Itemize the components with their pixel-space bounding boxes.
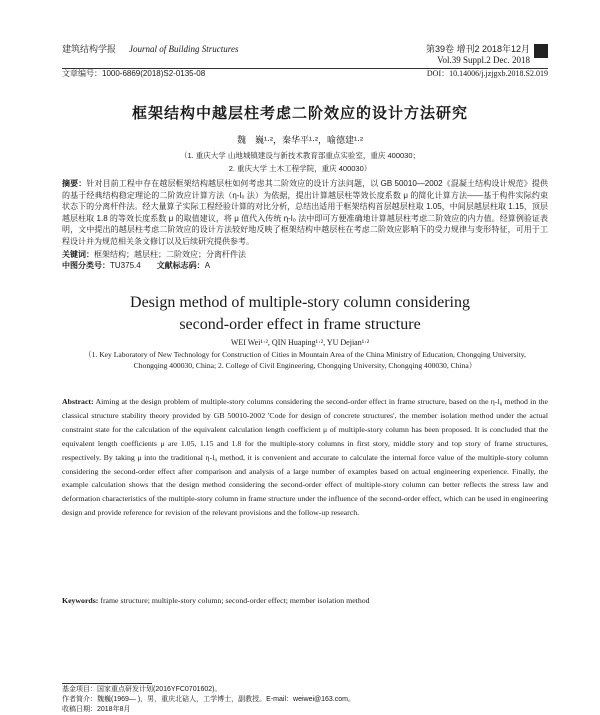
- title-en-line-2: second-order effect in frame structure: [179, 316, 421, 333]
- journal-logo-mark: [534, 44, 548, 58]
- journal-name-cn: 建筑结构学报: [62, 44, 117, 54]
- abstract-en: [62, 395, 548, 520]
- issue-info-cn: 第39卷 增刊2 2018年12月: [425, 44, 530, 54]
- doc-code-label: 文献标志码：: [156, 261, 205, 270]
- doi: DOI：10.14006/j.jzjgxb.2018.S2.019: [426, 69, 548, 78]
- keywords-en-text: frame structure; multiple-story column; second-order effect; member isolation method: [100, 596, 370, 605]
- footnote-rule: [62, 683, 152, 684]
- class-label: 中图分类号：: [62, 261, 110, 270]
- paper-title-cn: 框架结构中越层柱考虑二阶效应的设计方法研究: [131, 105, 468, 122]
- journal-name-en: Journal of Building Structures: [129, 44, 239, 54]
- abstract-en-label: Abstract:: [62, 397, 94, 406]
- affiliation-cn-2: 2. 重庆大学 土木工程学院，重庆 400030）: [228, 164, 372, 173]
- article-number: 文章编号：1000-6869(2018)S2-0135-08: [62, 69, 206, 78]
- title-en-line-1: Design method of multiple-story column considering: [130, 294, 470, 311]
- keywords-en: [62, 595, 548, 606]
- journal-header-right: [426, 44, 530, 66]
- keywords-cn-text: 框架结构；越层柱；二阶效应；分离杆件法: [94, 250, 246, 259]
- footnote-funding: 基金项目：国家重点研发计划(2016YFC0701602)。: [62, 686, 222, 693]
- authors-cn: 魏 巍¹·²，秦华平¹·²，喻德建¹·²: [237, 135, 363, 145]
- affiliation-cn-1: （1. 重庆大学 山地城镇建设与新技术教育部重点实验室，重庆 400030；: [179, 151, 421, 160]
- keywords-en-label: Keywords:: [62, 596, 99, 605]
- doc-code-value: A: [204, 261, 211, 270]
- class-value: TU375.4: [110, 261, 141, 270]
- abstract-cn: [62, 178, 548, 248]
- classification: [62, 260, 548, 271]
- footnote-author-bio: 作者简介：魏巍(1969— )，男，重庆北碚人，工学博士，副教授。E-mail：weiwei@163.com。: [62, 696, 355, 703]
- abstract-en-text: Aiming at the design problem of multiple-story columns considering the second-order effect in frame structure, based on the η-l₀ method in the classical structure stability theory provided by GB 50010-2002 'Code for design of concrete structures', the member isolation method under the actual constraint state for the calculation of the equivalent calculation length coefficient μ of multiple-story column has been proposed. It is concluded that the equivalent length coefficients μ are 1.05, 1.15 and 1.8 for the multiple-story columns in first story, middle story and top story of frame structures, respectively. By taking μ into the traditional η-l₀ method, it is convenient and accurate to calculate the internal force value of the multiple-story column considering the second-order effect after comparison and analysis of a large number of examples based on actual engineering experience. Finally, the example calculation shows that the design method considering the second-order effect of multiple-story column can better reflects the stress law and deformation characteristics of the multiple-story column in frame structure under the influence of the second-order effect, which can be used in engineering design and provide reference for revision of the relevant provisions and the follow-up research.: [62, 397, 548, 518]
- affiliation-en: （1. Key Laboratory of New Technology for Construction of Cities in Mountain Area of the China Ministry of Education, Chongqing University, Chongqing 400030, China; 2. College of Civil Engineering, Chongqing University, Chongqing 400030, China）: [84, 350, 526, 370]
- journal-header-left: [62, 44, 238, 55]
- abstract-cn-label: 摘要：: [62, 179, 87, 188]
- issue-info-en: Vol.39 Suppl.2 Dec. 2018: [437, 55, 530, 65]
- footnote-received-date: 收稿日期：2018年8月: [62, 706, 131, 713]
- keywords-cn-label: 关键词：: [62, 250, 94, 259]
- keywords-cn: [62, 249, 548, 260]
- abstract-cn-text: 针对目前工程中存在越层框架结构越层柱如何考虑其二阶效应的设计方法问题，以 GB 50010—2002《混凝土结构设计规范》提供的基于经典结构稳定理论的二阶效应计算方法（η-l₀ 法）为依据，提出计算越层柱等效长度系数 μ 的简化计算方法——基于构件实际约束状态下的分离杆件法。经大量算子实际工程经验计算的对比分析，总结出适用于框架结构首层越层柱取 1.05，中间层越层柱取 1.15，顶层越层柱取 1.8 的等效长度系数 μ 的取值建议，将 μ 值代入传统 η-l₀ 法中即可方便准确地计算越层柱考虑二阶效应的内力值。经算例验证表明，文中提出的越层柱考虑二阶效应的设计方法较好地反映了框架结构中越层柱在考虑二阶效应影响下的受力规律与变形特征，可用于工程设计并为规范相关条文修订以及后续研究提供参考。: [62, 179, 549, 246]
- paper-title-en: [0, 292, 600, 336]
- authors-en: WEI Wei¹·², QIN Huaping¹·², YU Dejian¹·²: [230, 338, 370, 347]
